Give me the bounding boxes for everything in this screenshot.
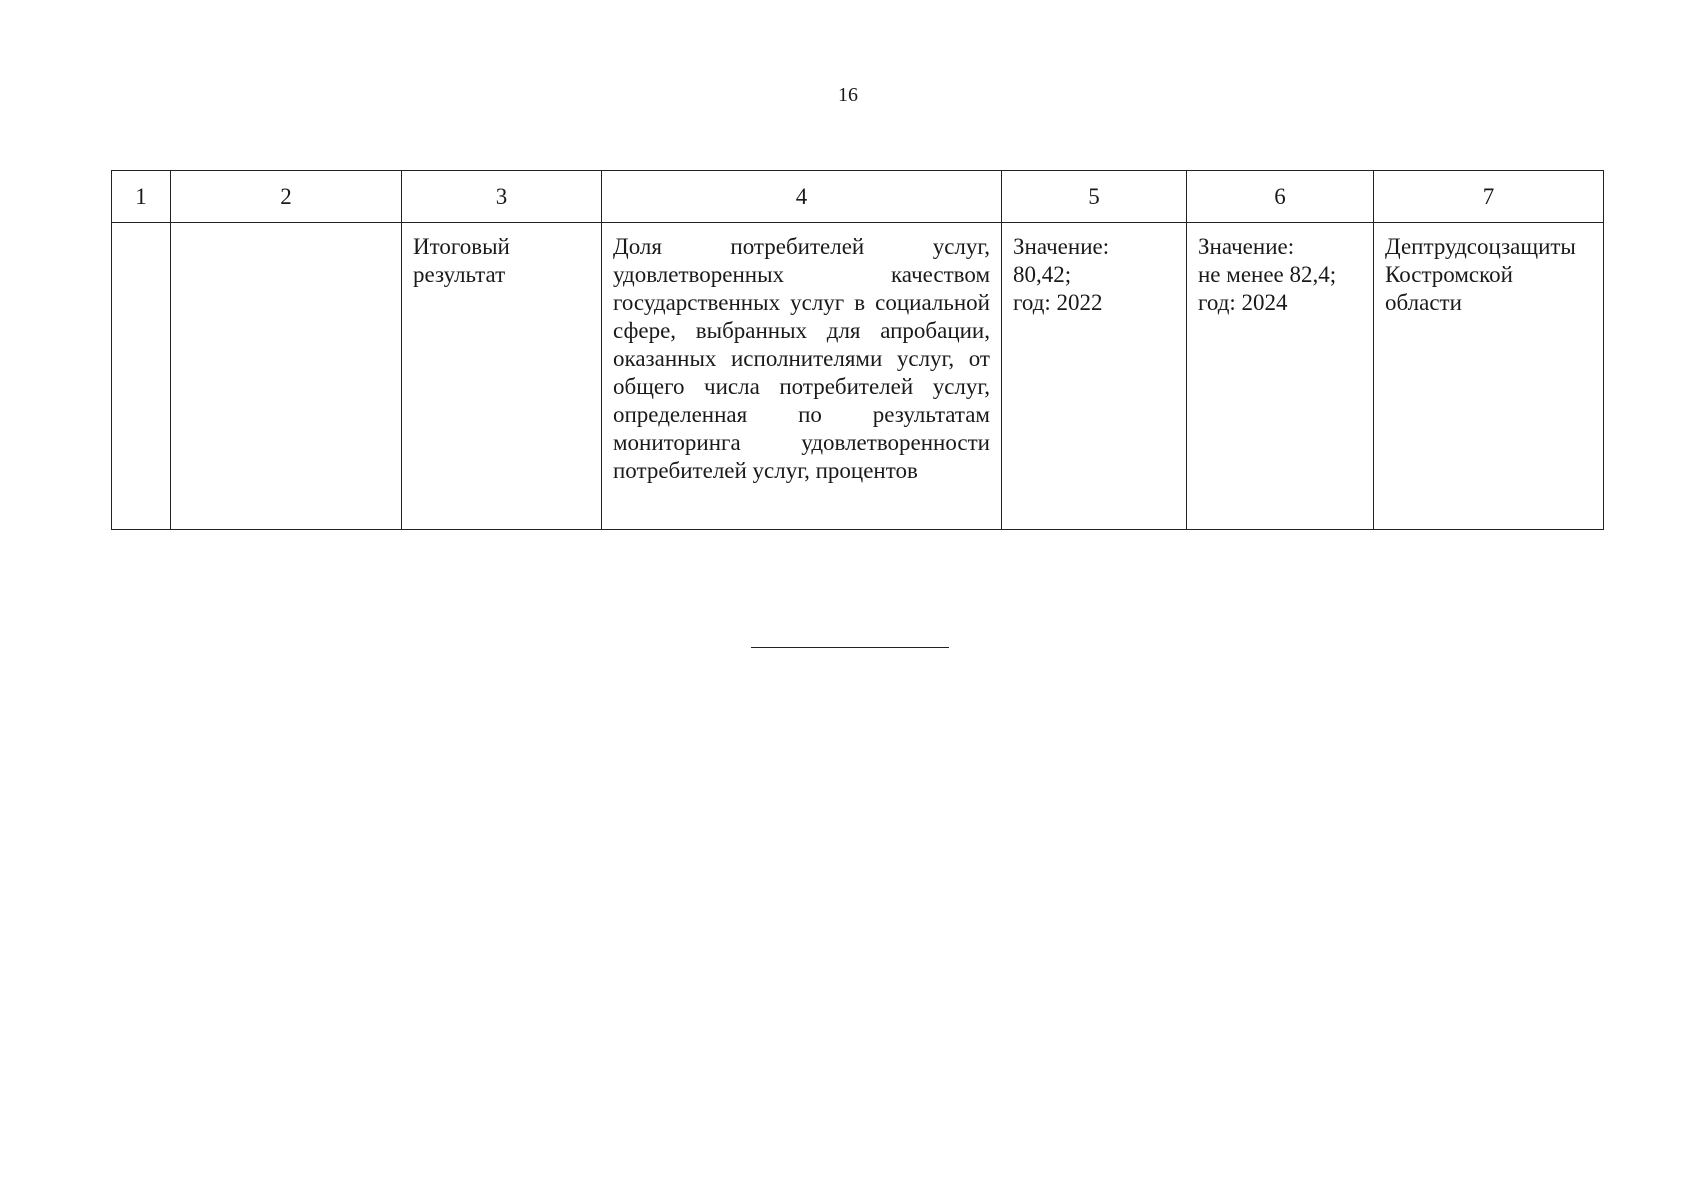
- base-value-year: год: 2022: [1013, 290, 1103, 315]
- target-value-label: Значение:: [1198, 234, 1295, 259]
- cell-target-value: [1187, 223, 1374, 530]
- cell-base-value: [1002, 223, 1187, 530]
- cell-responsible-agency: Дептрудсоцзащиты Костромской области: [1374, 223, 1604, 530]
- header-cell-2: 2: [171, 171, 402, 223]
- separator-line: [751, 647, 949, 648]
- header-cell-4: 4: [602, 171, 1002, 223]
- base-value-label: Значение:: [1013, 234, 1110, 259]
- header-cell-1: 1: [112, 171, 171, 223]
- indicator-table: [111, 170, 1604, 530]
- target-value-year: год: 2024: [1198, 290, 1288, 315]
- header-cell-5: 5: [1002, 171, 1187, 223]
- cell-result-type: Итоговый результат: [402, 223, 602, 530]
- table-row: [112, 223, 1604, 530]
- header-cell-6: 6: [1187, 171, 1374, 223]
- header-cell-3: 3: [402, 171, 602, 223]
- cell-col2: [171, 223, 402, 530]
- cell-indicator-description: Доля потребителей услуг, удовлетворенных качеством государственных услуг в социальной сфере, выбранных для апробации, оказанных исполнителями услуг, от общего числа потребителей услуг, определенная по результатам мониторинга удовлетворенности потребителей услуг, процентов: [602, 223, 1002, 530]
- target-value-number: не менее 82,4;: [1198, 262, 1337, 287]
- cell-number: [112, 223, 171, 530]
- table-header-row: [112, 171, 1604, 223]
- header-cell-7: 7: [1374, 171, 1604, 223]
- base-value-number: 80,42;: [1013, 262, 1072, 287]
- page-number: 16: [838, 84, 858, 106]
